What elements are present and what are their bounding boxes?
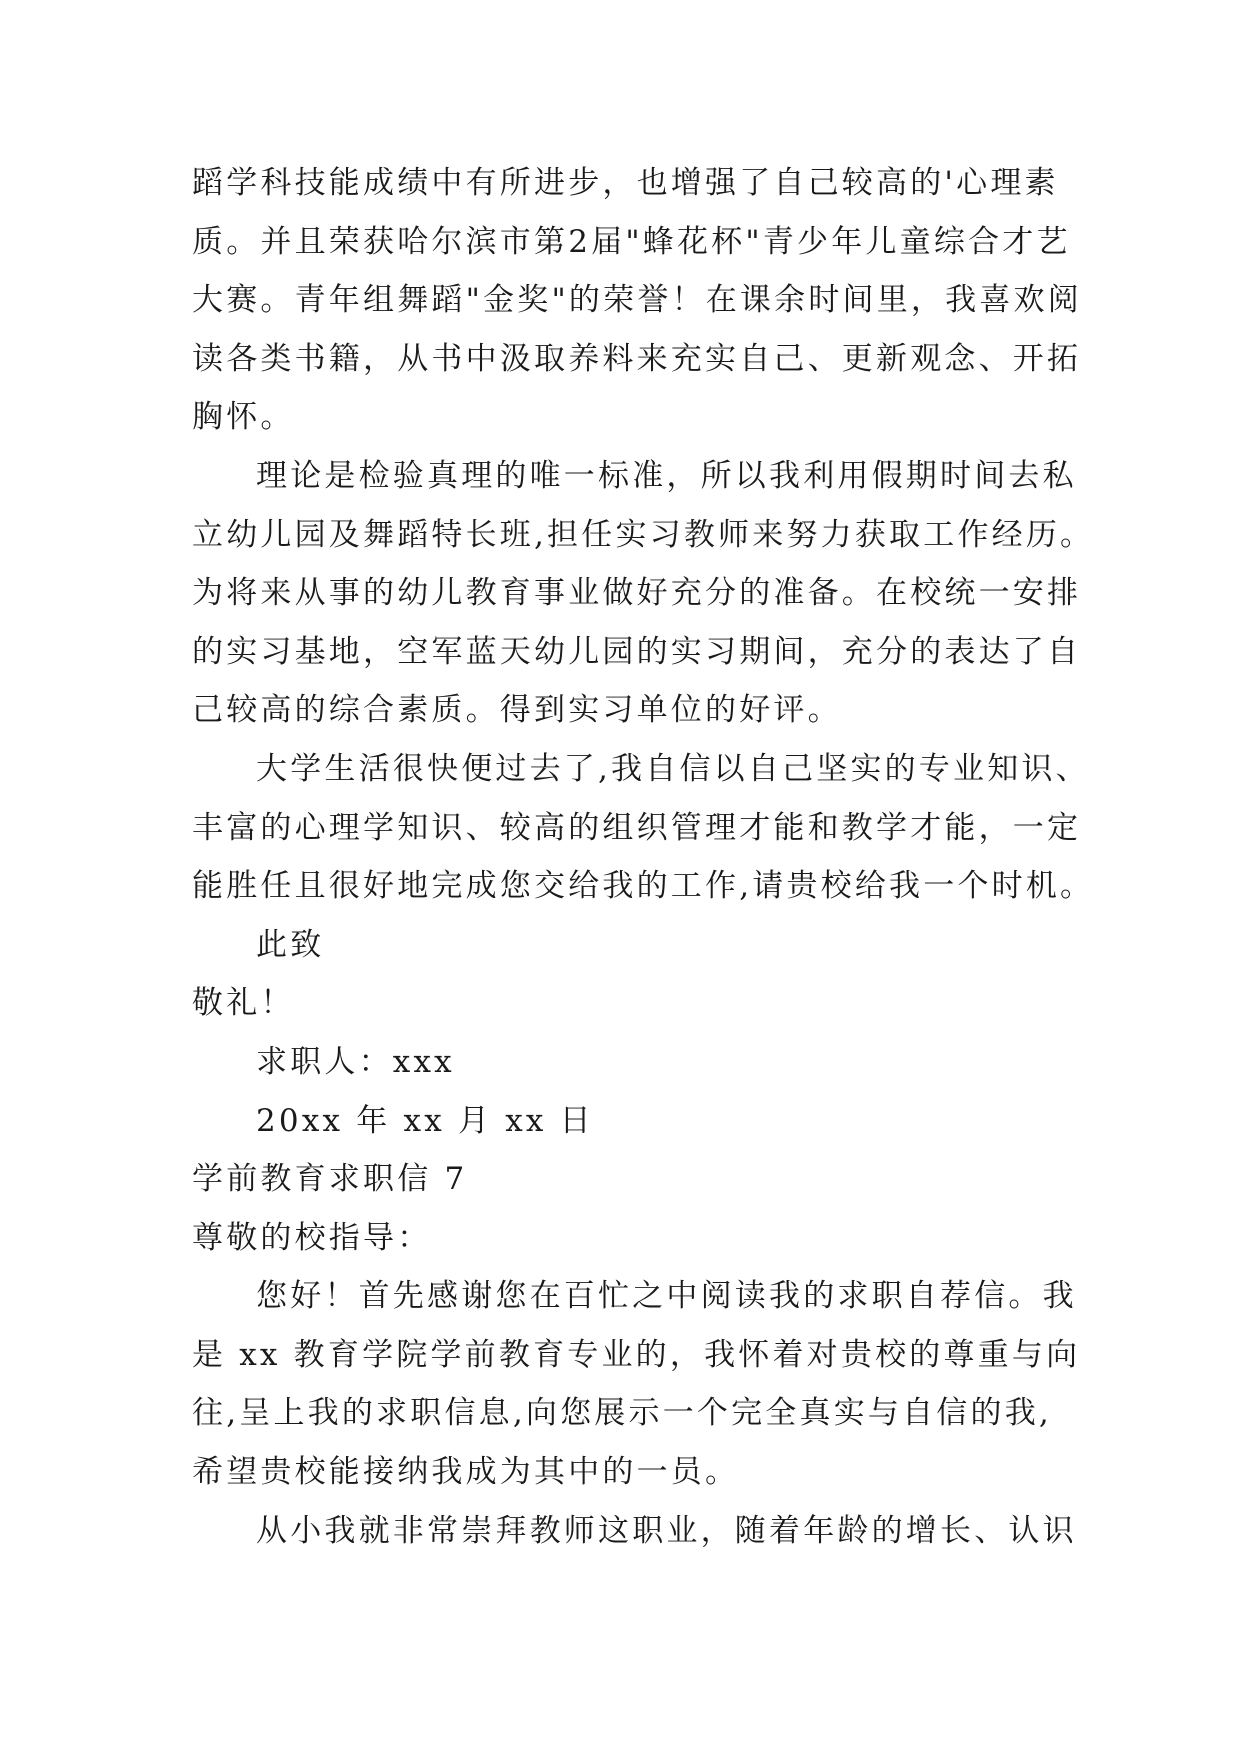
text-line: 能胜任且很好地完成您交给我的工作,请贵校给我一个时机。 (192, 868, 1095, 905)
paragraph-first-line: 理论是检验真理的唯一标准，所以我利用假期时间去私 (256, 457, 1077, 494)
signature-date: 20xx 年 xx 月 xx 日 (256, 1102, 594, 1139)
text-line: 胸怀。 (192, 399, 295, 436)
text-line: 己较高的综合素质。得到实习单位的好评。 (192, 692, 842, 729)
text-line: 希望贵校能接纳我成为其中的一员。 (192, 1454, 740, 1491)
paragraph-first-line: 大学生活很快便过去了,我自信以自己坚实的专业知识、 (256, 750, 1090, 787)
text-line: 质。并且荣获哈尔滨市第2届"蜂花杯"青少年儿童综合才艺 (192, 223, 1071, 260)
text-line: 丰富的心理学知识、较高的组织管理才能和教学才能，一定 (192, 809, 1082, 846)
text-line: 大赛。青年组舞蹈"金奖"的荣誉！在课余时间里，我喜欢阅 (192, 282, 1082, 319)
text-line: 立幼儿园及舞蹈特长班,担任实习教师来努力获取工作经历。 (192, 516, 1095, 553)
text-line: 蹈学科技能成绩中有所进步，也增强了自己较高的'心理素 (192, 165, 1059, 201)
paragraph-first-line: 从小我就非常崇拜教师这职业，随着年龄的增长、认识 (256, 1512, 1077, 1549)
text-line: 为将来从事的幼儿教育事业做好充分的准备。在校统一安排 (192, 575, 1082, 612)
text-line: 往,呈上我的求职信息,向您展示一个完全真实与自信的我, (192, 1395, 1052, 1432)
letter-heading: 学前教育求职信 7 (192, 1161, 468, 1198)
text-line: 是 xx 教育学院学前教育专业的，我怀着对贵校的尊重与向 (192, 1336, 1081, 1373)
letter-body (192, 154, 1095, 1560)
closing-regards: 敬礼！ (192, 985, 295, 1022)
closing-salutation: 此致 (256, 926, 325, 963)
text-line: 读各类书籍，从书中汲取养料来充实自己、更新观念、开拓 (192, 340, 1082, 377)
letter-greeting: 尊敬的校指导： (192, 1219, 432, 1256)
text-line: 的实习基地，空军蓝天幼儿园的实习期间，充分的表达了自 (192, 633, 1082, 670)
signature-applicant: 求职人：xxx (256, 1043, 455, 1080)
paragraph-first-line: 您好！首先感谢您在百忙之中阅读我的求职自荐信。我 (256, 1278, 1077, 1315)
